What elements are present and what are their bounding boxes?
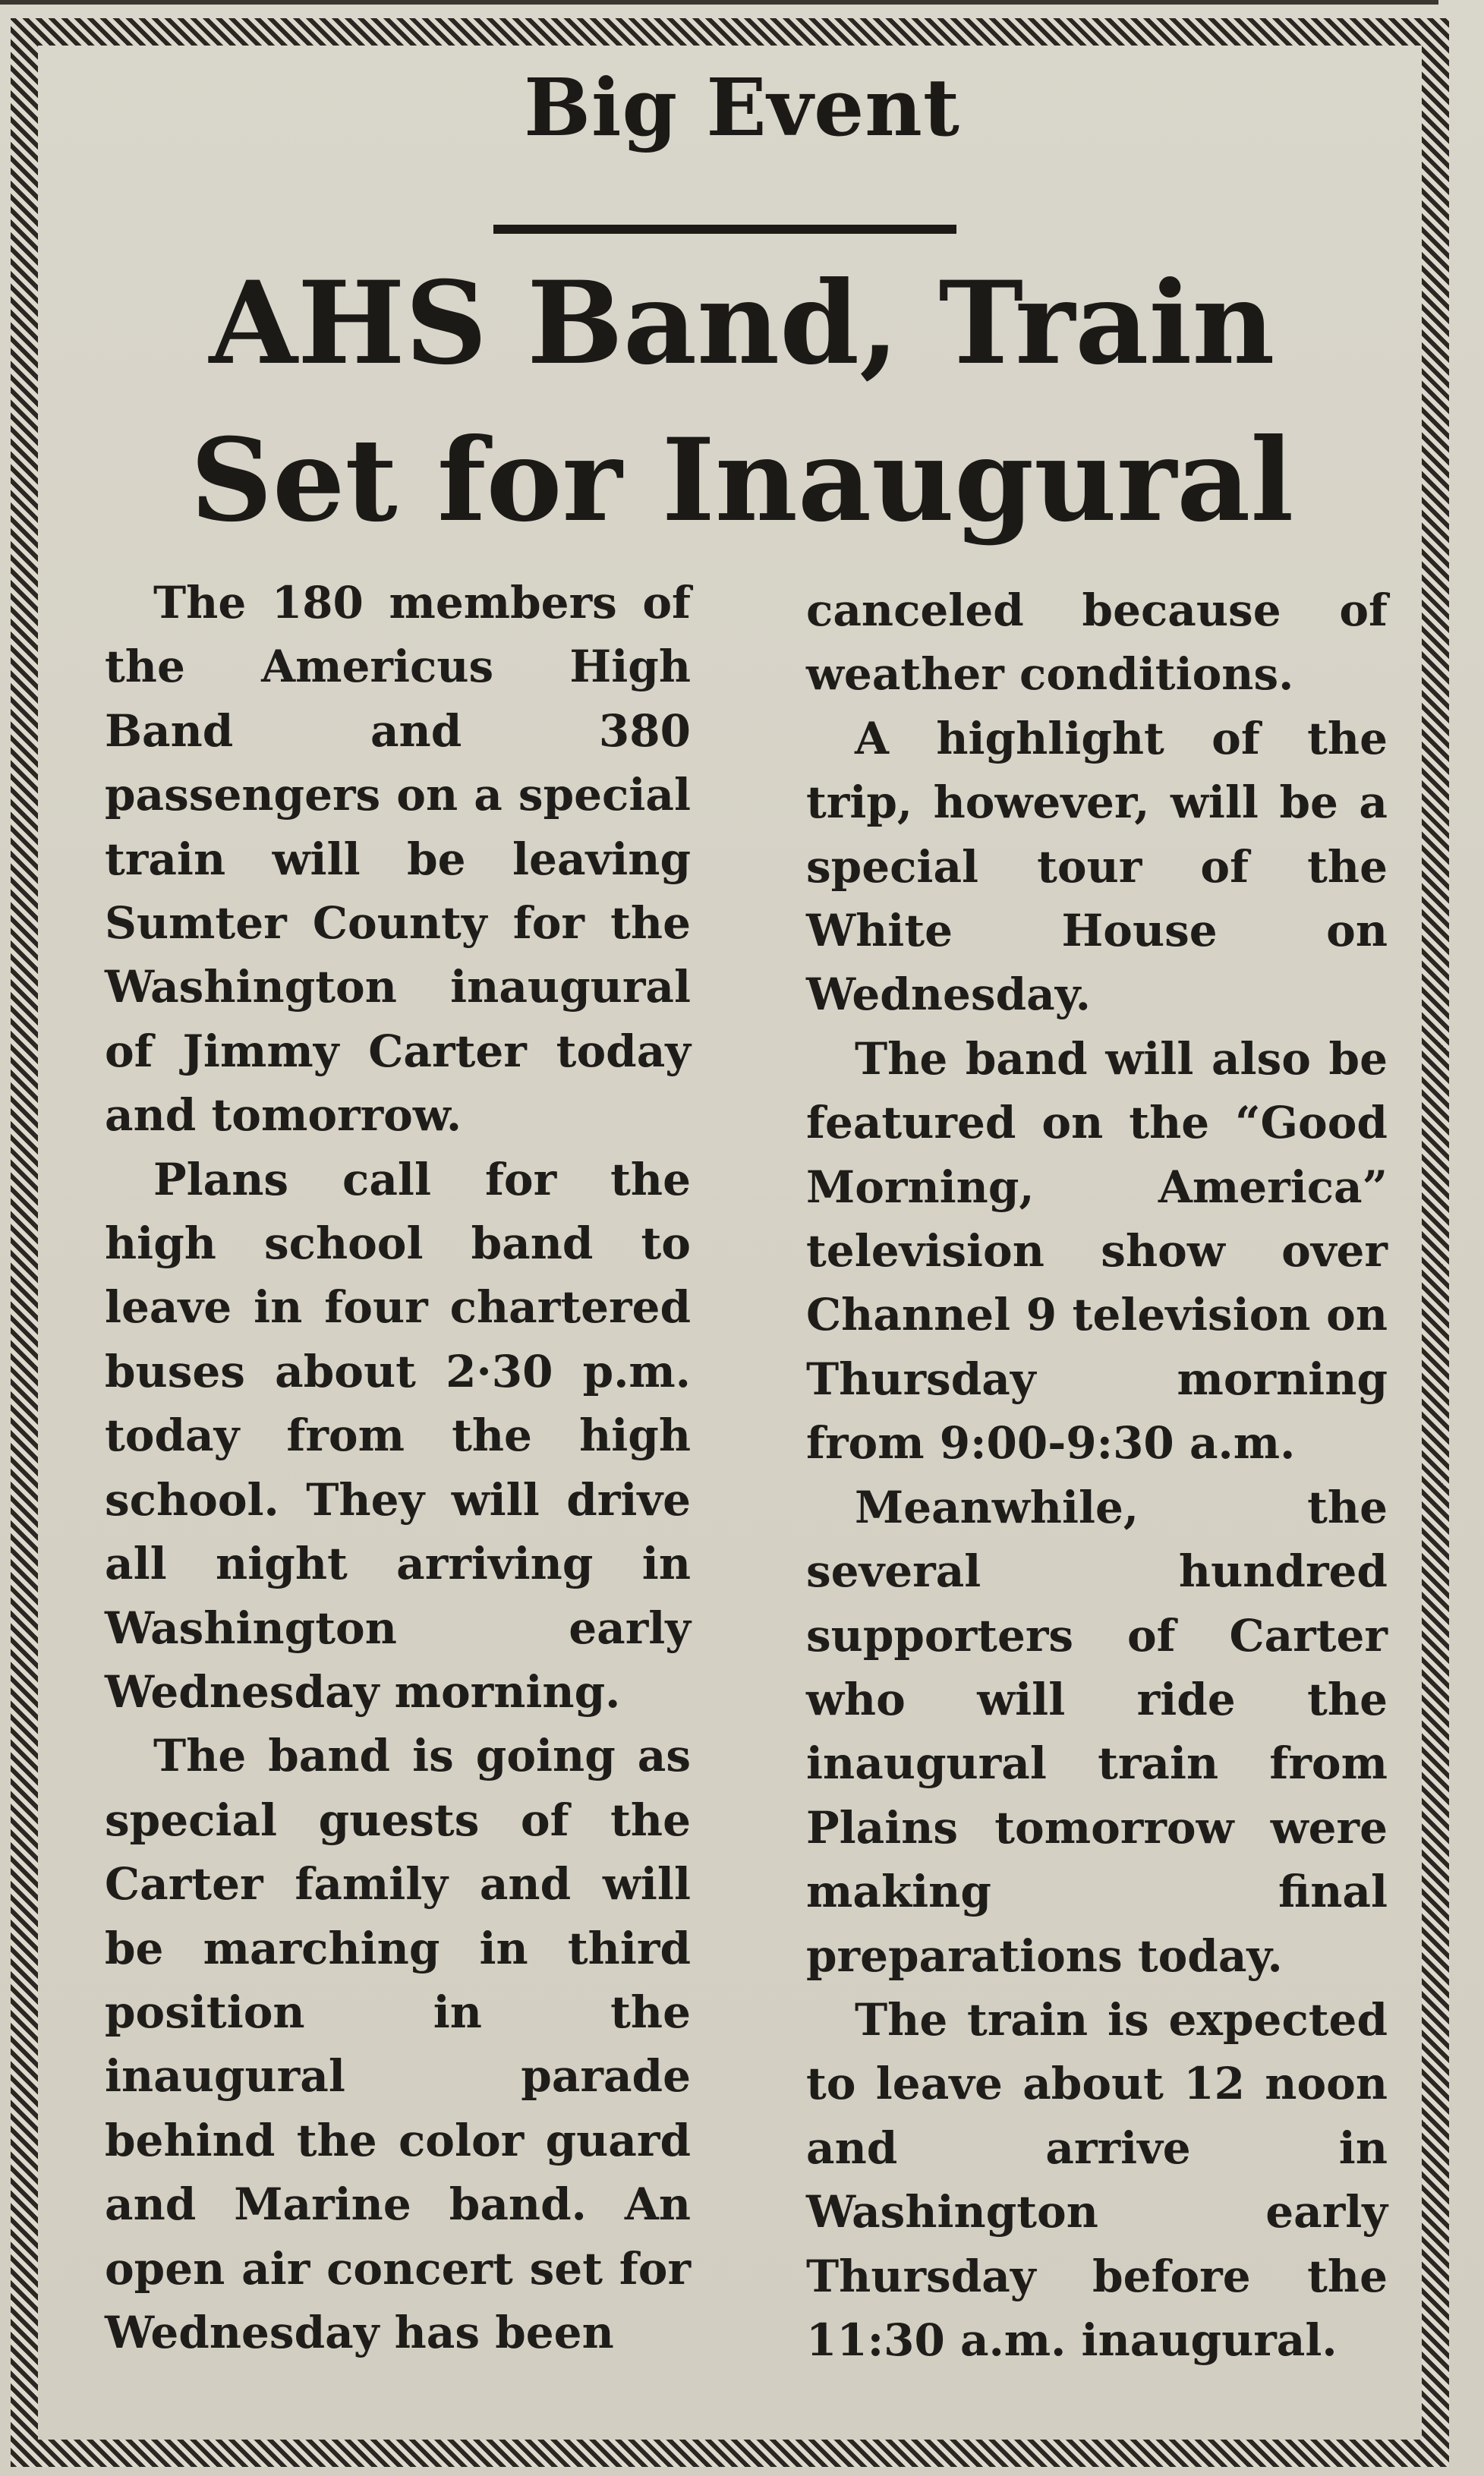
paragraph: The train is expected to leave about 12 noon and arrive in Washington early Thursday before the 11:30 a.m. inaugural. — [806, 1993, 1388, 2366]
top-rule — [0, 0, 1438, 5]
paragraph: A highlight of the trip, however, will be a special tour of the White House on Wednesday. — [806, 712, 1388, 1021]
kicker-underline — [493, 225, 956, 234]
article-column-left — [105, 571, 691, 2364]
paragraph-continuation: canceled because of weather conditions. — [806, 584, 1388, 701]
headline-line-2: Set for Inaugural — [190, 414, 1294, 547]
kicker-heading: Big Event — [524, 61, 960, 154]
paragraph: Meanwhile, the several hundred supporters of Carter who will ride the inaugural train from Plains tomorrow were making final preparations today. — [806, 1481, 1388, 1982]
paragraph: The band is going as special guests of the Carter family and will be marching in third position in the inaugural parade behind the color guard and Marine band. An open air concert set for Wednesday has been — [105, 1730, 691, 2358]
headline-line-1: AHS Band, Train — [209, 257, 1275, 390]
paragraph: Plans call for the high school band to leave in four chartered buses about 2·30 p.m. today from the high school. They will drive all night arriving in Washington early Wednesday morning. — [105, 1153, 691, 1718]
paragraph: The 180 members of the Americus High Band and 380 passengers on a special train will be leaving Sumter County for the Washington inaugural of Jimmy Carter today and tomorrow. — [105, 577, 691, 1142]
paragraph: The band will also be featured on the “Good Morning, America” television show over Channel 9 television on Thursday morning from 9:00-9:30 a.m. — [806, 1032, 1388, 1470]
article-column-right — [806, 578, 1388, 2372]
